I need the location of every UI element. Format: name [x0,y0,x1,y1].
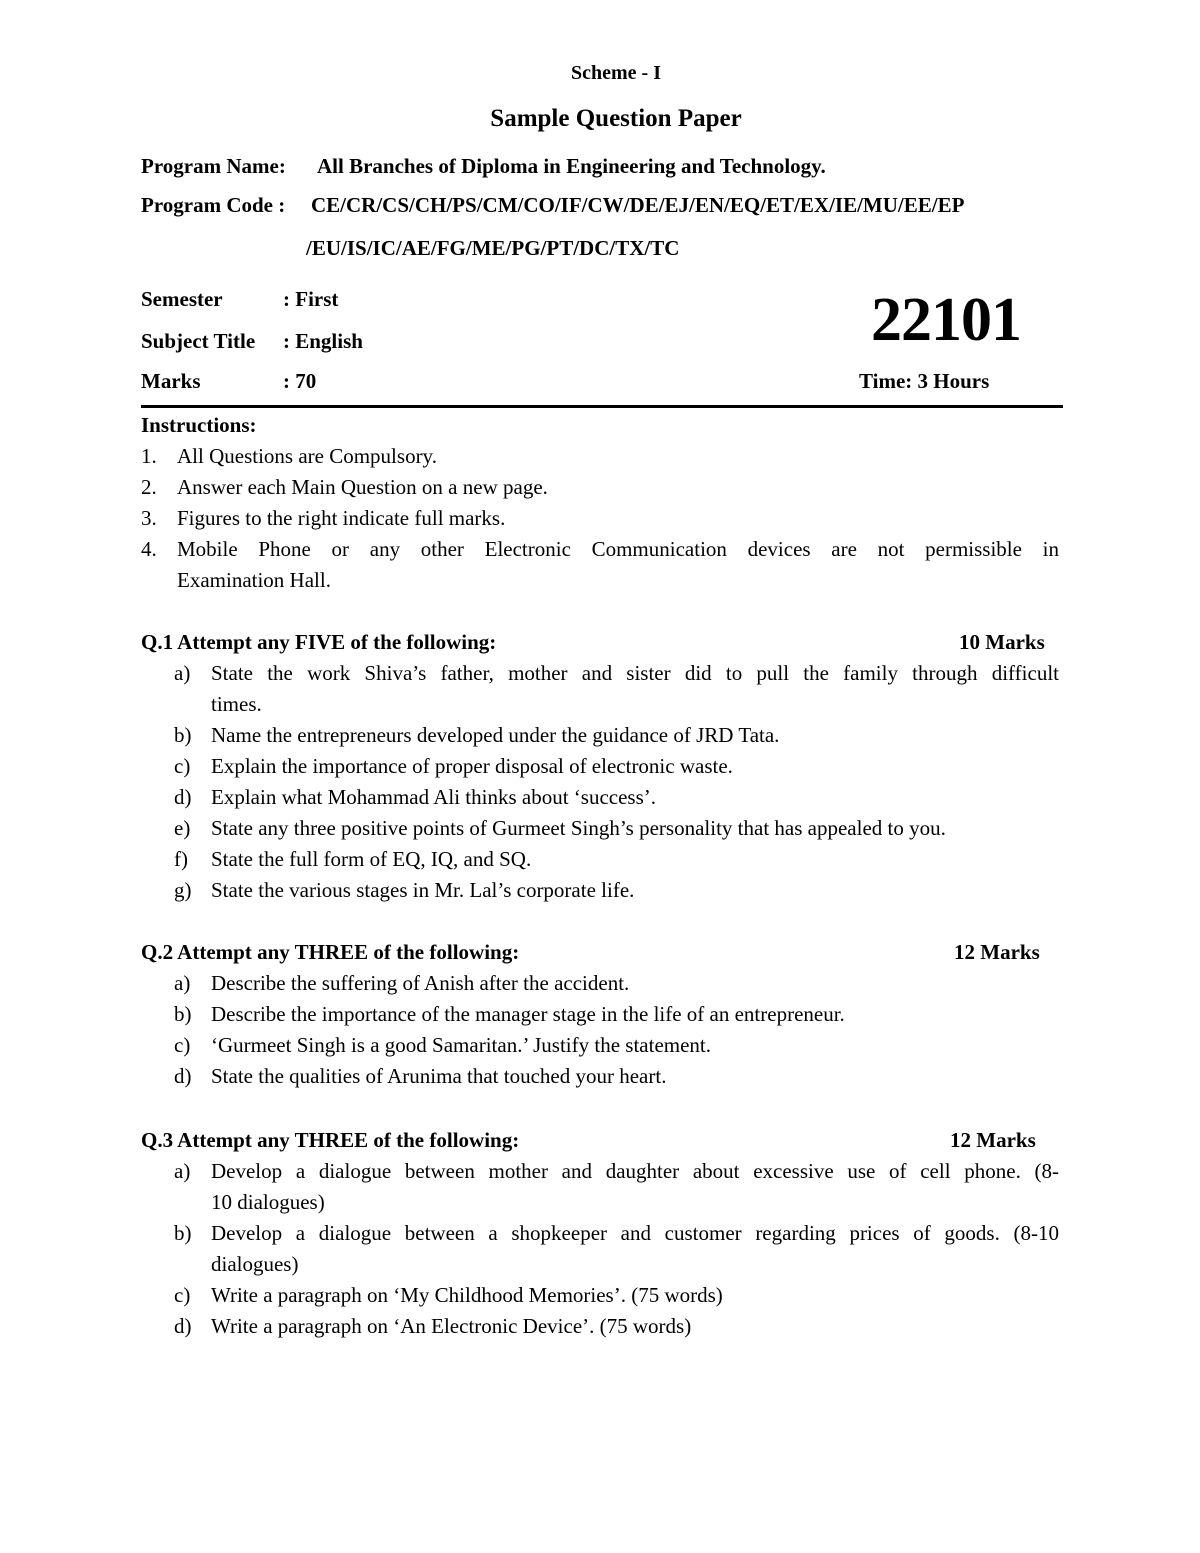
subject-code: 22101 [871,286,1021,354]
instruction-text: Mobile Phone or any other Electronic Communication devices are not permissible in [177,537,1059,561]
question-item: Explain the importance of proper disposal of electronic waste. [211,754,733,778]
item-letter: f) [174,847,188,871]
instruction-text: Figures to the right indicate full marks. [177,506,506,530]
program-code-line2: /EU/IS/IC/AE/FG/ME/PG/PT/DC/TX/TC [306,236,680,260]
item-letter: b) [174,723,192,747]
program-name-value: All Branches of Diploma in Engineering and Technology. [317,154,826,178]
question-item: Develop a dialogue between mother and daughter about excessive use of cell phone. (8- [211,1159,1059,1183]
program-name-label: Program Name: [141,154,286,178]
item-letter: d) [174,1314,192,1338]
marks-label: Marks [141,369,201,393]
question-1-heading: Q.1 Attempt any FIVE of the following: [141,630,497,654]
instructions-heading: Instructions: [141,413,257,437]
question-item: State the qualities of Arunima that touched your heart. [211,1064,667,1088]
question-3-marks: 12 Marks [950,1128,1036,1152]
item-letter: b) [174,1002,192,1026]
question-2-marks: 12 Marks [954,940,1040,964]
program-code-label: Program Code : [141,193,286,217]
subject-title-value: : English [283,329,363,353]
question-item: State the work Shiva’s father, mother and sister did to pull the family through difficult [211,661,1059,685]
item-letter: c) [174,1033,191,1057]
question-item: Name the entrepreneurs developed under the guidance of JRD Tata. [211,723,780,747]
question-item: Write a paragraph on ‘My Childhood Memories’. (75 words) [211,1283,723,1307]
question-item: Write a paragraph on ‘An Electronic Device’. (75 words) [211,1314,692,1338]
page-title: Sample Question Paper [490,105,742,132]
instruction-number: 4. [141,537,157,561]
instruction-number: 2. [141,475,157,499]
program-code-line1: CE/CR/CS/CH/PS/CM/CO/IF/CW/DE/EJ/EN/EQ/ET/EX/IE/MU/EE/EP [311,193,965,217]
question-1-marks: 10 Marks [959,630,1045,654]
question-item: State any three positive points of Gurmeet Singh’s personality that has appealed to you. [211,816,946,840]
question-item-continued: dialogues) [211,1252,299,1276]
item-letter: a) [174,1159,191,1183]
subject-title-label: Subject Title [141,329,256,353]
time-label: Time: 3 Hours [859,369,990,393]
instruction-number: 3. [141,506,157,530]
semester-value: : First [283,287,339,311]
scheme-label: Scheme - I [571,62,661,84]
item-letter: d) [174,1064,192,1088]
question-3-heading: Q.3 Attempt any THREE of the following: [141,1128,520,1152]
question-item: ‘Gurmeet Singh is a good Samaritan.’ Justify the statement. [211,1033,712,1057]
item-letter: b) [174,1221,192,1245]
question-item: State the various stages in Mr. Lal’s corporate life. [211,878,635,902]
item-letter: a) [174,661,191,685]
item-letter: c) [174,754,191,778]
question-item-continued: 10 dialogues) [211,1190,325,1214]
marks-value: : 70 [283,369,317,393]
question-2-heading: Q.2 Attempt any THREE of the following: [141,940,520,964]
question-item: Develop a dialogue between a shopkeeper and customer regarding prices of goods. (8-10 [211,1221,1059,1245]
item-letter: g) [174,878,192,902]
header-divider [141,405,1063,408]
question-item: Describe the suffering of Anish after the accident. [211,971,630,995]
question-item-continued: times. [211,692,262,716]
question-item: Describe the importance of the manager stage in the life of an entrepreneur. [211,1002,845,1026]
question-item: State the full form of EQ, IQ, and SQ. [211,847,532,871]
instruction-text-continued: Examination Hall. [177,568,331,592]
semester-label: Semester [141,287,223,311]
item-letter: a) [174,971,191,995]
question-item: Explain what Mohammad Ali thinks about ‘success’. [211,785,657,809]
instruction-text: Answer each Main Question on a new page. [177,475,548,499]
item-letter: c) [174,1283,191,1307]
item-letter: d) [174,785,192,809]
instruction-text: All Questions are Compulsory. [177,444,437,468]
item-letter: e) [174,816,191,840]
instruction-number: 1. [141,444,157,468]
